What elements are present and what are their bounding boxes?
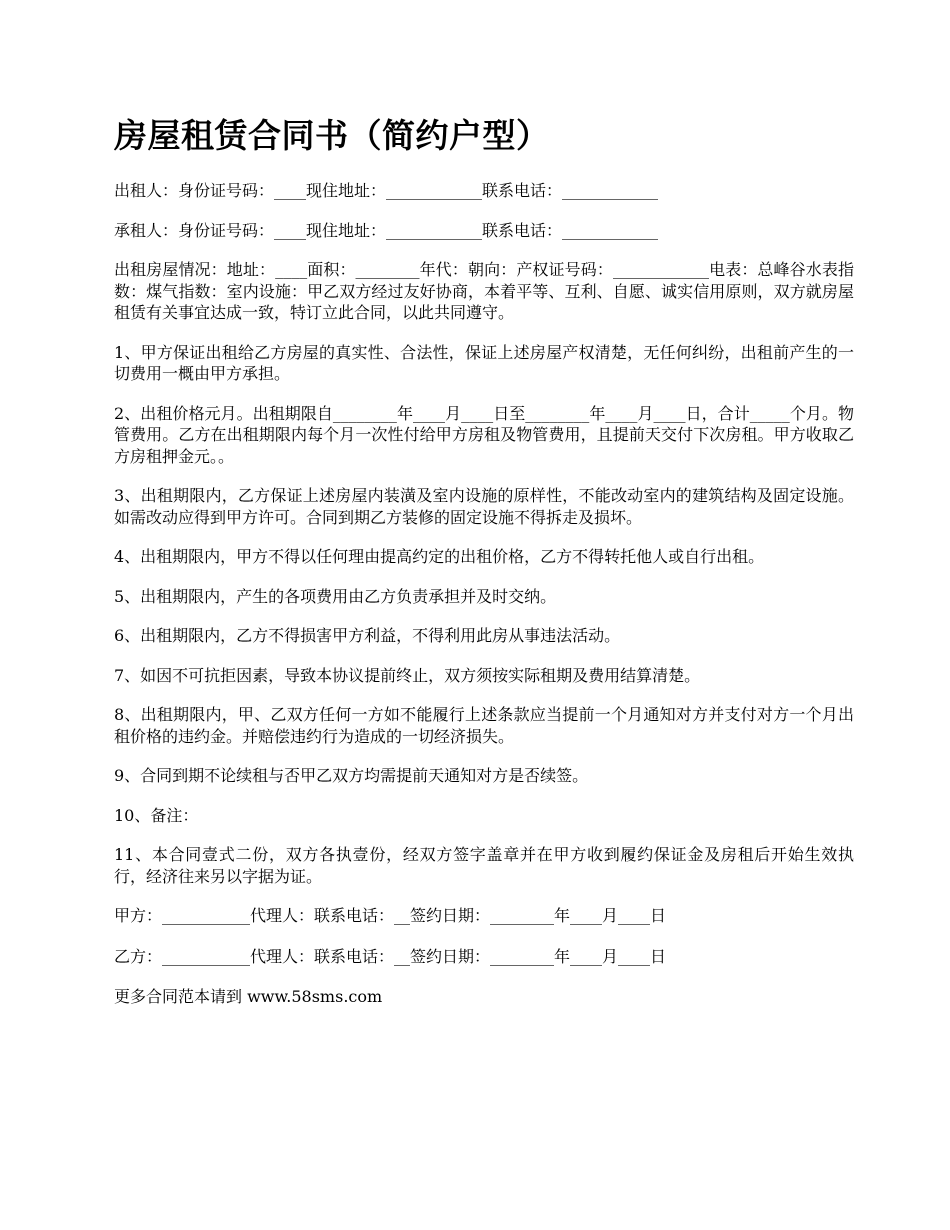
document-page — [114, 112, 854, 1026]
clause-11: 11、本合同壹式二份，双方各执壹份，经双方签字盖章并在甲方收到履约保证金及房租后开始生效执行，经济往来另以字据为证。 — [114, 845, 854, 886]
clause-7: 7、如因不可抗拒因素，导致本协议提前终止，双方须按实际租期及费用结算清楚。 — [114, 665, 701, 685]
clause-5: 5、出租期限内，产生的各项费用由乙方负责承担并及时交纳。 — [114, 586, 557, 606]
party-b-signature-line: 乙方：___________代理人：联系电话：__签约日期：________年____月____日 — [114, 946, 667, 966]
clause-8: 8、出租期限内，甲、乙双方任何一方如不能履行上述条款应当提前一个月通知对方并支付对方一个月出租价格的违约金。并赔偿违约行为造成的一切经济损失。 — [114, 705, 854, 746]
clause-10-remarks: 10、备注： — [114, 805, 199, 825]
footer-more-templates: 更多合同范本请到 www.58sms.com — [114, 987, 383, 1006]
clause-9: 9、合同到期不论续租与否甲乙双方均需提前天通知对方是否续签。 — [114, 766, 589, 785]
clause-1: 1、甲方保证出租给乙方房屋的真实性、合法性，保证上述房屋产权清楚，无任何纠纷，出租前产生的一切费用一概由甲方承担。 — [114, 342, 854, 383]
clause-3: 3、出租期限内，乙方保证上述房屋内装潢及室内设施的原样性，不能改动室内的建筑结构及固定设施。如需改动应得到甲方许可。合同到期乙方装修的固定设施不得拆走及损坏。 — [114, 486, 854, 527]
clause-6: 6、出租期限内，乙方不得损害甲方利益，不得利用此房从事违法活动。 — [114, 626, 621, 645]
lessee-info: 承租人：身份证号码：____现住地址：____________联系电话：____________ — [114, 220, 659, 240]
lessor-info: 出租人：身份证号码：____现住地址：____________联系电话：____________ — [114, 181, 659, 200]
clause-4: 4、出租期限内，甲方不得以任何理由提高约定的出租价格，乙方不得转托他人或自行出租。 — [114, 547, 765, 566]
document-title: 房屋租赁合同书（简约户型） — [114, 116, 550, 155]
party-a-signature-line: 甲方：___________代理人：联系电话：__签约日期：________年____月____日 — [114, 906, 667, 925]
clause-2: 2、出租价格元月。出租期限自________年____月____日至________年____月____日，合计_____个月。物管费用。乙方在出租期限内每个月一次性付给甲方房租及物管费用，且提前天交付下次房租。甲方收取乙方房租押金元。。 — [114, 403, 854, 466]
property-info: 出租房屋情况：地址：____面积：________年代：朝向：产权证号码：____________电表：总峰谷水表指数：煤气指数：室内设施：甲乙双方经过友好协商，本着平等、互利、自愿、诚实信用原则，双方就房屋租赁有关事宜达成一致，特订立此合同，以此共同遵守。 — [114, 260, 854, 322]
